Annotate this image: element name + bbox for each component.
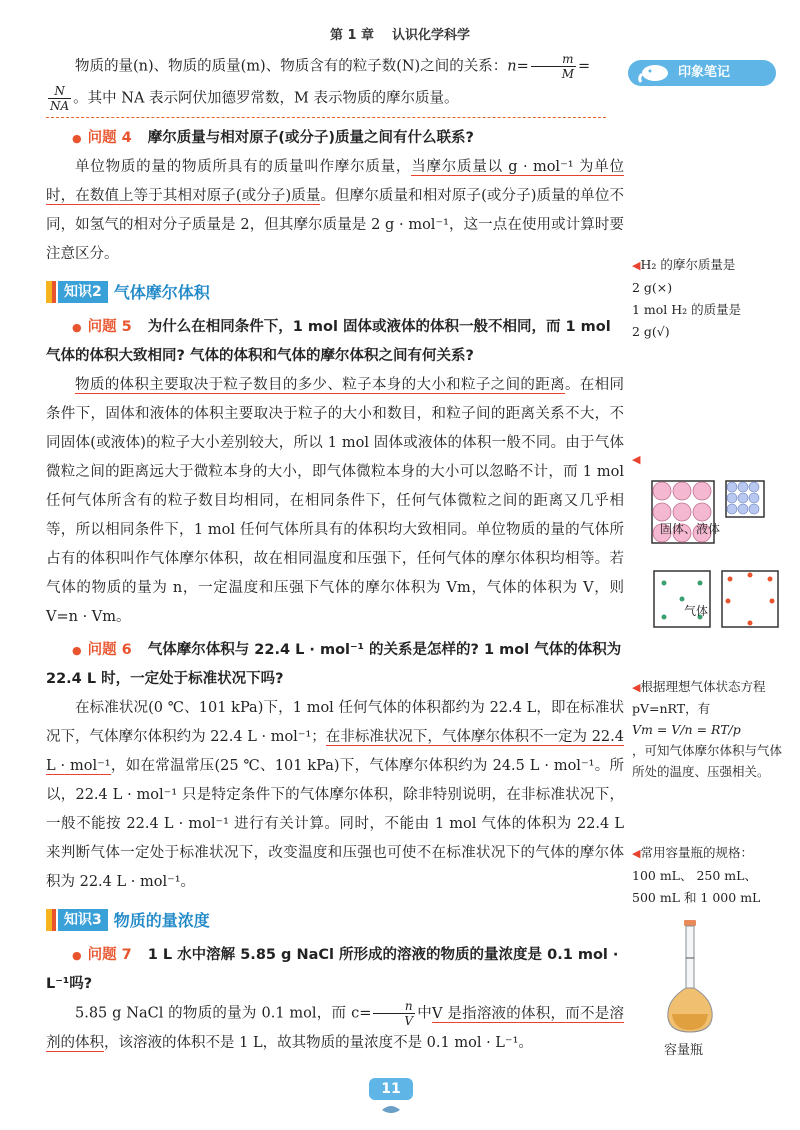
question-title: 为什么在相同条件下，1 mol 固体或液体的体积一般不相同，而 1 mol 气体的体积大致相同? 气体的体积和气体的摩尔体积之间有何关系? (46, 319, 611, 364)
section-tag: 知识2 (58, 281, 108, 303)
bullet-icon: ● (72, 132, 82, 145)
question-title: 摩尔质量与相对原子(或分子)质量之间有什么联系? (147, 130, 474, 146)
intro-paragraph: 物质的量(n)、物质的质量(m)、物质含有的粒子数(N)之间的关系：n= $\frac{m}{M}$ = (75, 52, 591, 81)
question-title: 1 L 水中溶解 5.85 g NaCl 所形成的溶液的物质的量浓度是 0.1 mol · L⁻¹吗? (46, 947, 619, 992)
var-n: n (507, 58, 517, 75)
ideal-gas-equation: Vm = V/n = RT/p (632, 722, 741, 737)
chapter-number: 第 1 章 (329, 28, 375, 43)
answer-7: 5.85 g NaCl 的物质的量为 0.1 mol，而 c= $\frac{n}{V}$ 中V 是指溶液的体积，而不是溶剂的体积，该溶液的体积不是 1 L，故其物质的量浓度不是 0.1 mol · L⁻¹。 (46, 999, 624, 1051)
section-heading-2 (46, 277, 624, 307)
intro-text-2: 。其中 NA 表示阿伏加德罗常数，M 表示物质的摩尔质量。 (73, 90, 459, 106)
intro-text: 物质的量(n)、物质的质量(m)、物质含有的粒子数(N)之间的关系： (75, 58, 508, 75)
page-header (0, 24, 800, 43)
side-note-1: ◀H₂ 的摩尔质量是 2 g(×) 1 mol H₂ 的质量是 2 g(√) (632, 257, 742, 339)
chapter-title: 认识化学科学 (392, 28, 471, 43)
key-point: 在非标准状况下，气体摩尔体积不一定为 22.4 L · mol⁻¹ (46, 729, 624, 774)
bullet-icon: ● (72, 644, 82, 657)
elephant-icon (638, 62, 672, 84)
key-point: V 是指溶液的体积，而不是溶剂的体积 (46, 1005, 624, 1051)
leaf-icon (380, 1104, 402, 1116)
question-4 (46, 124, 624, 153)
question-number: 问题 5 (87, 319, 132, 335)
main-content (46, 52, 624, 1058)
volumetric-flask-illustration (662, 918, 718, 1036)
answer-6: 在标准状况(0 ℃、101 kPa)下，1 mol 任何气体的体积都约为 22.4 L，即在标准状况下，气体摩尔体积约为 22.4 L · mol⁻¹；在非标准状况下，气体摩尔体积不一定为 22.4 L · mol⁻¹，如在常温常压(25 ℃、101 kPa)下，气体摩尔体积约为 24.5 L · mol⁻¹。所以，22.4 L · mol⁻¹ 只是特定条件下的气体摩尔体积，除非特别说明，在非标准状况下，一般不能按 22.4 L · mol⁻¹ 进行有关计算。同时，不能由 1 mol 气体的体积为 22.4 L 来判断气体一定处于标准状况下，改变温度和压强也可使不在标准状况下的气体的摩尔体积为 22.4 L · mol⁻¹。 (46, 700, 624, 890)
key-point: 物质的体积主要取决于粒子数目的多少、粒子本身的大小和粒子之间的距离 (75, 377, 565, 393)
intro-paragraph-2 (46, 84, 624, 114)
section-heading-3 (46, 905, 624, 935)
figure-label-solid: 固体、液体 (660, 522, 721, 536)
key-point: 当摩尔质量以 g · mol⁻¹ 为单位时，在数值上等于其相对原子(或分子)质量 (46, 159, 624, 204)
question-number: 问题 4 (87, 130, 132, 146)
figure-label-gas: 气体 (684, 604, 709, 618)
question-7 (46, 941, 624, 999)
answer-4: 单位物质的量的物质所具有的质量叫作摩尔质量，当摩尔质量以 g · mol⁻¹ 为单位时，在数值上等于其相对原子(或分子)质量。但摩尔质量和相对原子(或分子)质量的单位不同，如氢气的相对分子质量是 2，但其摩尔质量是 2 g · mol⁻¹，这一点在使用或计算时要注意区分。 (46, 159, 625, 262)
divider (46, 117, 606, 118)
notes-badge (628, 60, 776, 86)
badge-label: 印象笔记 (678, 65, 731, 80)
flask-label: 容量瓶 (664, 1043, 704, 1058)
fraction-m-over-M: $\frac{m}{M}$ (531, 52, 576, 81)
question-5 (46, 313, 624, 371)
answer-5: 物质的体积主要取决于粒子数目的多少、粒子本身的大小和粒子之间的距离。在相同条件下，固体和液体的体积主要取决于粒子的大小和数目，和粒子间的距离关系不大，不同固体(或液体)的粒子大小差别较大，所以 1 mol 固体或液体的体积一般不同。由于气体微粒之间的距离远大于微粒本身的大小，即气体微粒本身的大小可以忽略不计，而 1 mol 任何气体所含有的粒子数目均相同，在相同条件下，任何气体微粒之间的距离又几乎相等，所以相同条件下，1 mol 任何气体所具有的体积均大致相同。单位物质的量的气体所占有的体积叫作气体摩尔体积，故在相同温度和压强下，任何气体的摩尔体积均相等。若气体的物质的量为 n，一定温度和压强下气体的摩尔体积为 Vm，气体的体积为 V，则 V=n · Vm。 (46, 377, 625, 625)
bullet-icon: ● (72, 321, 82, 334)
question-number: 问题 7 (87, 947, 132, 963)
page-number: 11 (369, 1078, 413, 1100)
side-note-2: ◀根据理想气体状态方程 pV=nRT，有 Vm = V/n = RT/p ，可知气体摩尔体积与气体所处的温度、压强相关。 (632, 676, 792, 782)
question-title: 气体摩尔体积与 22.4 L · mol⁻¹ 的关系是怎样的? 1 mol 气体的体积为 22.4 L 时，一定处于标准状况下吗? (46, 642, 622, 687)
section-title: 物质的量浓度 (113, 910, 210, 930)
bullet-icon: ● (72, 949, 82, 962)
question-6 (46, 636, 624, 694)
pointer-icon: ◀ (632, 453, 641, 466)
question-number: 问题 6 (87, 642, 132, 658)
side-note-3: ◀常用容量瓶的规格： 100 mL、 250 mL、 500 mL 和 1 000 mL (632, 845, 761, 905)
section-title: 气体摩尔体积 (113, 282, 210, 302)
fraction-N-over-NA: $\frac{N}{NA}$ (50, 83, 70, 113)
section-tag: 知识3 (58, 909, 108, 931)
fraction-n-over-V: $\frac{n}{V}$ (373, 999, 415, 1028)
